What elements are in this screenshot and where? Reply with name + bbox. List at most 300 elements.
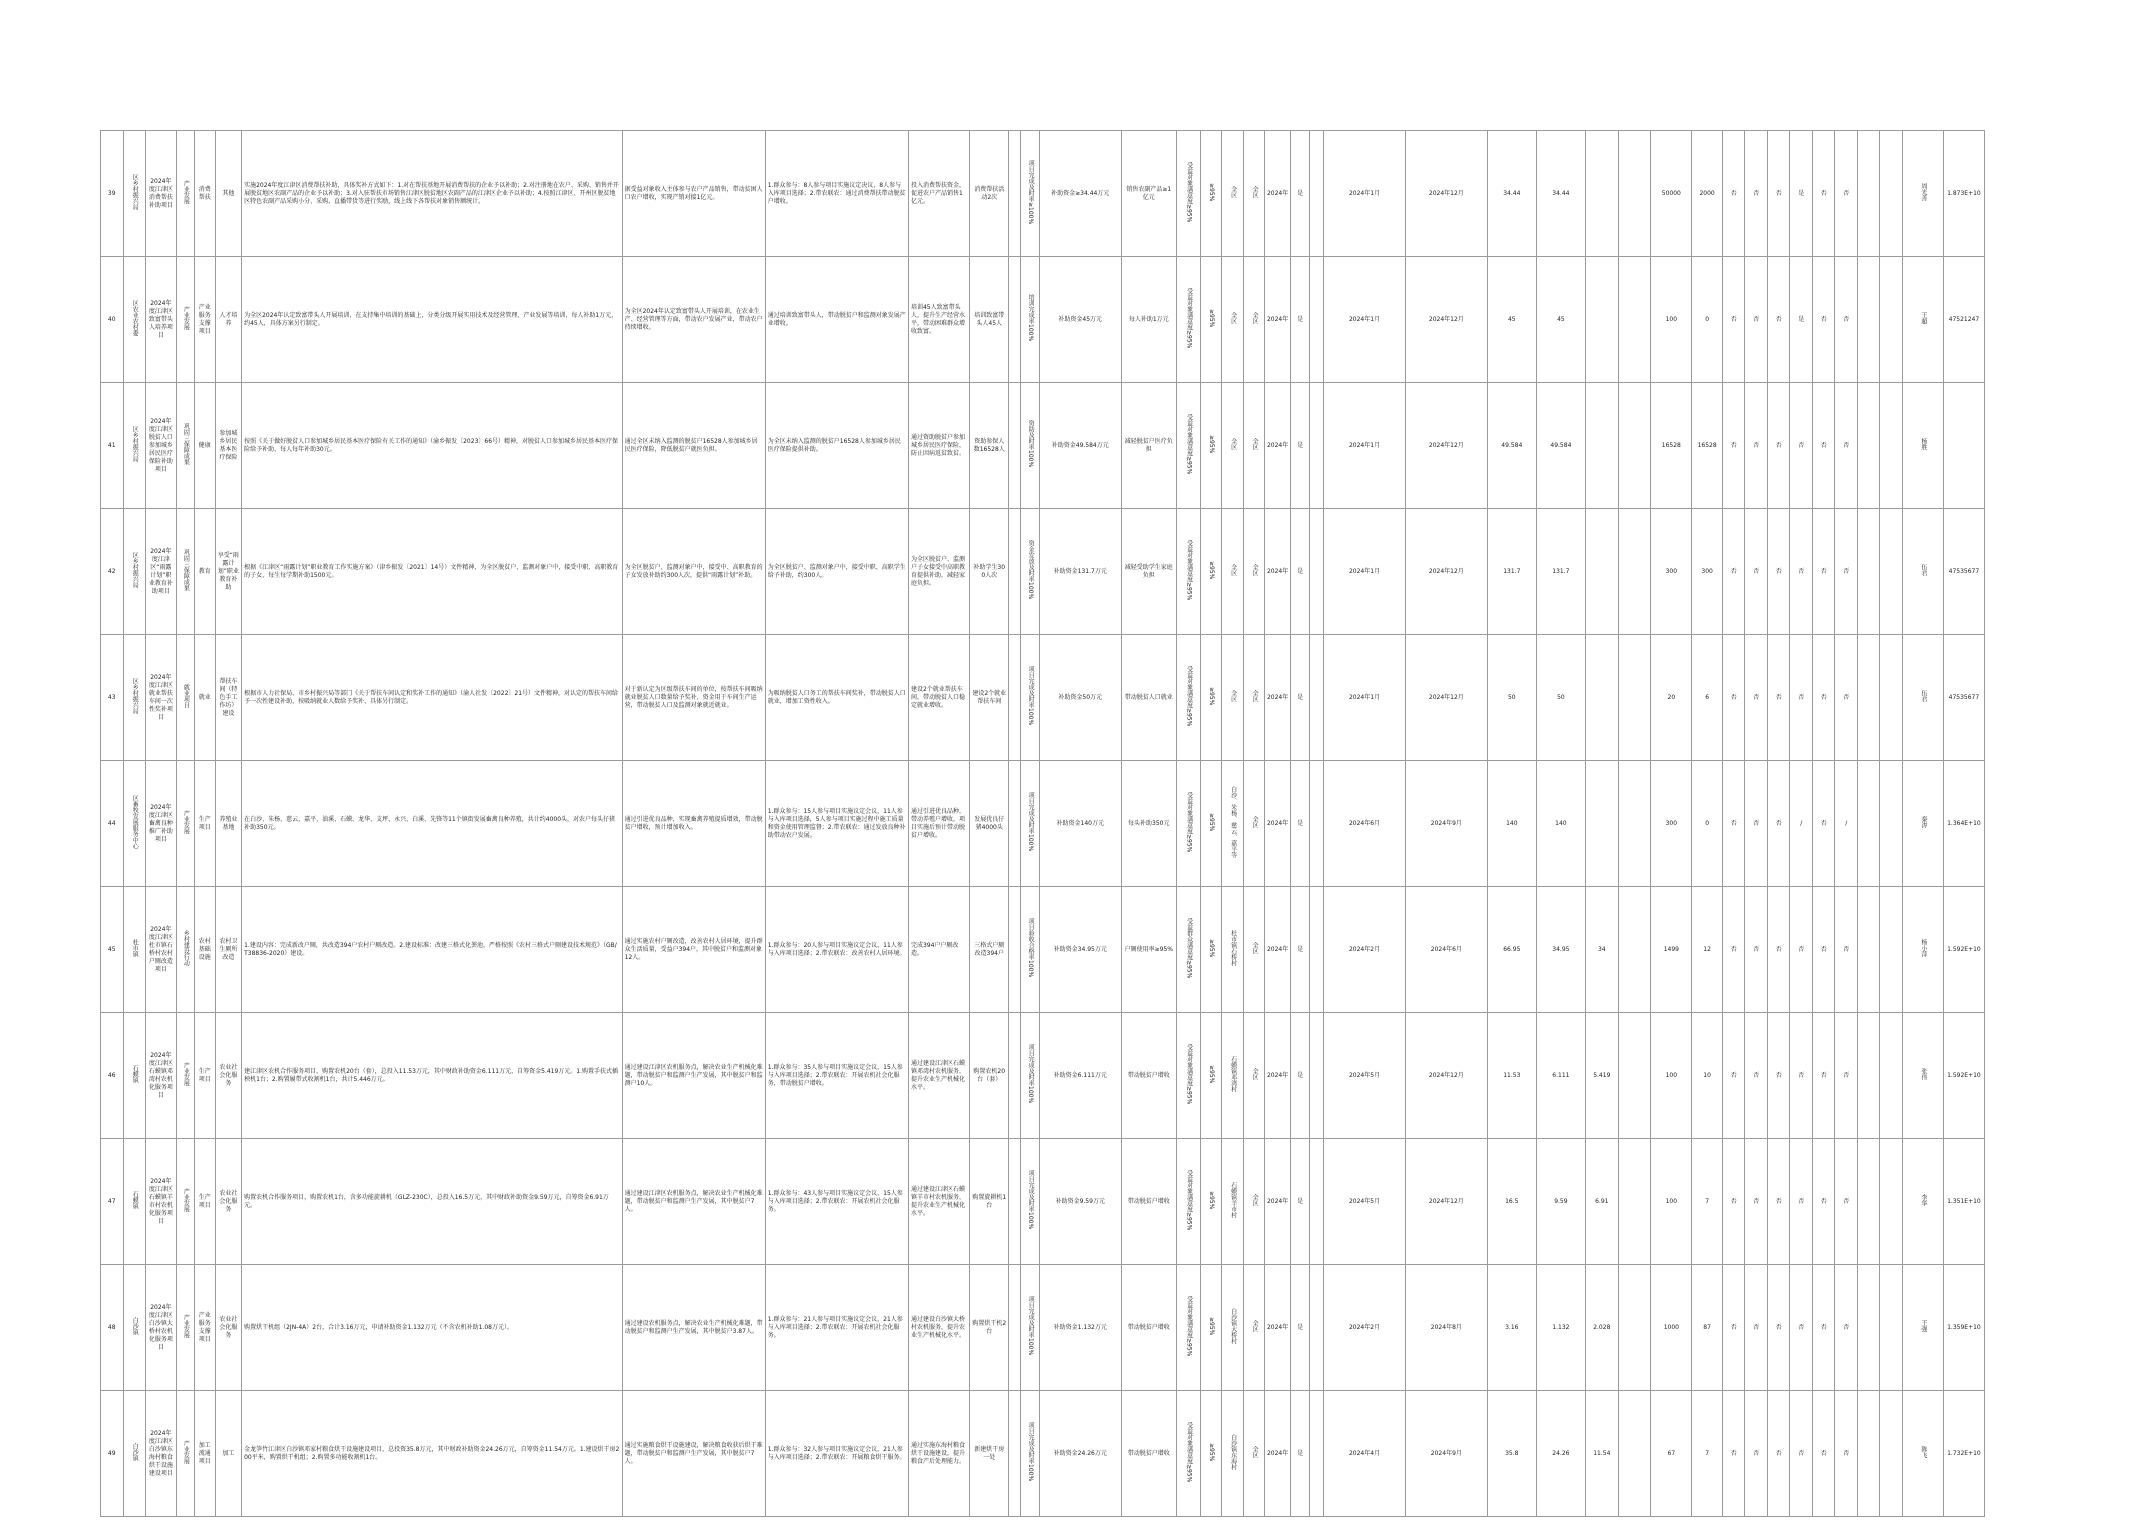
- mechanism-cell: 1.群众参与：21人参与项目实施议定会议，21人参与入库项目选择；2.带农联农：开展农机社会化服务。: [765, 1265, 908, 1391]
- flag-cell: /: [1835, 761, 1858, 887]
- flag-cell: 否: [1767, 1391, 1790, 1517]
- project-name-cell: 2024年度江津区脱贫人口参加城乡居民医疗保险补助项目: [146, 383, 177, 509]
- indicator-quantity-cell: 补助学生300人次: [970, 509, 1009, 635]
- output-cell: 通过建设白沙镇大桥村农机服务，提升农业生产机械化水平。: [908, 1265, 969, 1391]
- total-investment-cell: 34.44: [1487, 131, 1536, 257]
- flag-cell: 否: [1790, 887, 1813, 1013]
- indicator-quantity-cell: 新建烘干房一处: [970, 1391, 1009, 1517]
- kind-cell: 帮扶车间（特色手工作坊）建设: [215, 635, 242, 761]
- output-cell: 培训45人致富带头人，提升生产经营水平，带动困难群众增收致富。: [908, 257, 969, 383]
- project-type-cell: 产业发展: [176, 1265, 194, 1391]
- end-date-cell: 2024年8月: [1405, 1265, 1487, 1391]
- total-investment-cell: 35.8: [1487, 1391, 1536, 1517]
- subtype-cell: 产业服务支撑项目: [195, 257, 215, 383]
- indicator-cost-cell: 补助资金≥34.44万元: [1039, 131, 1121, 257]
- flag-cell: 否: [1812, 1013, 1835, 1139]
- kind-cell: 农村卫生厕所改造: [215, 887, 242, 1013]
- row-number-cell: 47: [101, 1139, 124, 1265]
- indicator-quantity-cell: 资助参保人数16528人: [970, 383, 1009, 509]
- indicator-benefit-cell: 减轻受助学生家庭负担: [1121, 509, 1176, 635]
- blank-cell: [1618, 1391, 1651, 1517]
- unit-cell: 区农业农村委: [123, 257, 146, 383]
- output-cell: 通过引进优良品种，带动养殖户增收，项目实施后预计带动脱贫户增收。: [908, 761, 969, 887]
- satisfaction-cell: 受益对象满意度≥95%: [1176, 1013, 1201, 1139]
- indicator-timeliness-cell: 培训完成率100%: [1021, 257, 1039, 383]
- blank-cell: [1880, 761, 1903, 887]
- blank-cell: [1309, 383, 1323, 509]
- satisfaction-rate-cell: ≥95%: [1201, 635, 1221, 761]
- content-cell: 根据《江津区“雨露计划”职业教育工作实施方案》（津乡振发〔2021〕14号）文件精神，为全区脱贫户、监测对象户中，接受中职、高职教育的子女，每生每学期补助1500元。: [242, 509, 622, 635]
- indicator-quantity-cell: 购置烘干机2台: [970, 1265, 1009, 1391]
- flag-cell: 否: [1790, 1391, 1813, 1517]
- start-date-cell: 2024年2月: [1324, 1265, 1406, 1391]
- fiscal-funds-cell: 34.44: [1536, 131, 1585, 257]
- fiscal-funds-cell: 140: [1536, 761, 1585, 887]
- flag-cell: 否: [1745, 1265, 1768, 1391]
- blank-cell: [1857, 1139, 1880, 1265]
- flag-cell: 否: [1812, 1265, 1835, 1391]
- blank-cell: [1309, 509, 1323, 635]
- indicator-quantity-cell: 消费帮扶活动2次: [970, 131, 1009, 257]
- blank-cell: [1309, 1265, 1323, 1391]
- phone-cell: 47521247: [1943, 257, 1984, 383]
- total-investment-cell: 131.7: [1487, 509, 1536, 635]
- indicator-timeliness-cell: 项目完成及时率100%: [1021, 1013, 1039, 1139]
- year-cell: 2024年: [1264, 1139, 1291, 1265]
- project-type-cell: 产业发展: [176, 257, 194, 383]
- kind-cell: 养殖业基地: [215, 761, 242, 887]
- flag-cell: 是: [1790, 131, 1813, 257]
- row-number-cell: 42: [101, 509, 124, 635]
- table-row: [101, 257, 1985, 383]
- flag-cell: 否: [1745, 761, 1768, 887]
- blank-cell: [1880, 509, 1903, 635]
- indicator-quantity-cell: 发展优良仔猪4000头: [970, 761, 1009, 887]
- other-funds-cell: [1585, 509, 1618, 635]
- row-number-cell: 39: [101, 131, 124, 257]
- project-type-cell: 产业发展: [176, 1139, 194, 1265]
- benefit-cell: 据受益对象收入主体参与农户产品销售，带动贫困人口农户增收，实现产销对接1亿元。: [622, 131, 765, 257]
- location-cell: 石蟆镇羊市村: [1221, 1139, 1244, 1265]
- flag-cell: 否: [1835, 635, 1858, 761]
- project-name-cell: 2024年度江津区就业帮扶车间一次性奖补项目: [146, 635, 177, 761]
- contact-cell: 张伟: [1902, 1013, 1943, 1139]
- area-cell: 全区: [1244, 635, 1264, 761]
- indicator-cost-cell: 补助资金50万元: [1039, 635, 1121, 761]
- year-cell: 2024年: [1264, 1391, 1291, 1517]
- subtype-cell: 生产项目: [195, 1013, 215, 1139]
- indicator-benefit-cell: 每头补助350元: [1121, 761, 1176, 887]
- total-investment-cell: 49.584: [1487, 383, 1536, 509]
- fiscal-funds-cell: 49.584: [1536, 383, 1585, 509]
- location-cell: 全区: [1221, 383, 1244, 509]
- indicator-cost-cell: 补助资金6.111万元: [1039, 1013, 1121, 1139]
- area-cell: 全区: [1244, 887, 1264, 1013]
- beneficiary-households-cell: 50000: [1651, 131, 1692, 257]
- phone-cell: 1.364E+10: [1943, 761, 1984, 887]
- blank-cell: [1009, 887, 1021, 1013]
- project-name-cell: 2024年度江津区致富带头人培养项目: [146, 257, 177, 383]
- other-funds-cell: 11.54: [1585, 1391, 1618, 1517]
- satisfaction-cell: 受益对象满意度≥95%: [1176, 257, 1201, 383]
- fiscal-funds-cell: 24.26: [1536, 1391, 1585, 1517]
- flag-cell: 否: [1745, 1013, 1768, 1139]
- other-funds-cell: 34: [1585, 887, 1618, 1013]
- mechanism-cell: 为全区未纳入监测的脱贫户16528人参加城乡居民医疗保险提供补助。: [765, 383, 908, 509]
- beneficiary-people-cell: 16528: [1692, 383, 1723, 509]
- project-name-cell: 2024年度江津区消费帮扶补助项目: [146, 131, 177, 257]
- table-row: [101, 887, 1985, 1013]
- mechanism-cell: 1.群众参与：8人参与项目实施议定决议，8人参与入库项目选择；2.带农联农：通过消费帮扶带动脱贫户增收。: [765, 131, 908, 257]
- blank-cell: [1309, 635, 1323, 761]
- new-project-cell: 是: [1291, 257, 1309, 383]
- blank-cell: [1618, 761, 1651, 887]
- row-number-cell: 44: [101, 761, 124, 887]
- flag-cell: 否: [1835, 383, 1858, 509]
- blank-cell: [1857, 131, 1880, 257]
- other-funds-cell: [1585, 761, 1618, 887]
- other-funds-cell: 5.419: [1585, 1013, 1618, 1139]
- other-funds-cell: [1585, 257, 1618, 383]
- flag-cell: 否: [1722, 635, 1745, 761]
- year-cell: 2024年: [1264, 635, 1291, 761]
- location-cell: 全区: [1221, 257, 1244, 383]
- contact-cell: 伍君: [1902, 635, 1943, 761]
- project-name-cell: 2024年度江津区“雨露计划”职业教育补助项目: [146, 509, 177, 635]
- satisfaction-rate-cell: ≥95%: [1201, 383, 1221, 509]
- contact-cell: 王强: [1902, 1265, 1943, 1391]
- start-date-cell: 2024年1月: [1324, 383, 1406, 509]
- flag-cell: 否: [1745, 1391, 1768, 1517]
- area-cell: 全区: [1244, 1391, 1264, 1517]
- indicator-benefit-cell: 户厕使用率≥95%: [1121, 887, 1176, 1013]
- end-date-cell: 2024年12月: [1405, 383, 1487, 509]
- flag-cell: 否: [1722, 1139, 1745, 1265]
- subtype-cell: 生产项目: [195, 1139, 215, 1265]
- blank-cell: [1009, 1013, 1021, 1139]
- indicator-benefit-cell: 带动脱贫户增收: [1121, 1013, 1176, 1139]
- output-cell: 通过实施东海村粮食烘干设施建设，提升粮食产后处理能力。: [908, 1391, 969, 1517]
- indicator-benefit-cell: 减轻脱贫户医疗负担: [1121, 383, 1176, 509]
- flag-cell: 否: [1722, 887, 1745, 1013]
- blank-cell: [1309, 887, 1323, 1013]
- row-number-cell: 41: [101, 383, 124, 509]
- new-project-cell: 是: [1291, 1265, 1309, 1391]
- indicator-quantity-cell: 建设2个就业帮扶车间: [970, 635, 1009, 761]
- flag-cell: 否: [1835, 887, 1858, 1013]
- project-name-cell: 2024年度江津区石蟆镇羊市村农机化服务项目: [146, 1139, 177, 1265]
- year-cell: 2024年: [1264, 887, 1291, 1013]
- flag-cell: 否: [1767, 131, 1790, 257]
- row-number-cell: 45: [101, 887, 124, 1013]
- mechanism-cell: 1.群众参与：20人参与项目实施议定会议，11人参与入库项目选择；2.带农联农：改善农村人居环境。: [765, 887, 908, 1013]
- mechanism-cell: 1.群众参与：35人参与项目实施议定会议，15人参与入库项目选择；2.带农联农：开展农机社会化服务，带动脱贫户增收。: [765, 1013, 908, 1139]
- flag-cell: 否: [1835, 1013, 1858, 1139]
- contact-cell: 杨小萍: [1902, 887, 1943, 1013]
- phone-cell: 1.351E+10: [1943, 1139, 1984, 1265]
- content-cell: 按照《关于做好脱贫人口参加城乡居民基本医疗保险有关工作的通知》（渝乡振发〔2023〕66号）精神，对脱贫人口参加城乡居民基本医疗保险给予补助，每人每年补助30元。: [242, 383, 622, 509]
- satisfaction-rate-cell: ≥95%: [1201, 887, 1221, 1013]
- blank-cell: [1618, 509, 1651, 635]
- end-date-cell: 2024年12月: [1405, 257, 1487, 383]
- beneficiary-households-cell: 300: [1651, 509, 1692, 635]
- beneficiary-people-cell: 2000: [1692, 131, 1723, 257]
- table-row: [101, 1013, 1985, 1139]
- kind-cell: 享受“雨露计划”职业教育补助: [215, 509, 242, 635]
- new-project-cell: 是: [1291, 887, 1309, 1013]
- project-type-cell: 巩固三保障成果: [176, 383, 194, 509]
- beneficiary-households-cell: 16528: [1651, 383, 1692, 509]
- project-type-cell: 巩固三保障成果: [176, 509, 194, 635]
- flag-cell: 否: [1790, 1013, 1813, 1139]
- flag-cell: 否: [1722, 1013, 1745, 1139]
- flag-cell: 否: [1812, 887, 1835, 1013]
- new-project-cell: 是: [1291, 509, 1309, 635]
- flag-cell: 否: [1745, 1139, 1768, 1265]
- flag-cell: 否: [1745, 887, 1768, 1013]
- indicator-cost-cell: 补助资金140万元: [1039, 761, 1121, 887]
- flag-cell: 否: [1835, 1391, 1858, 1517]
- table-row: [101, 1265, 1985, 1391]
- beneficiary-households-cell: 20: [1651, 635, 1692, 761]
- indicator-cost-cell: 补助资金1.132万元: [1039, 1265, 1121, 1391]
- fiscal-funds-cell: 34.95: [1536, 887, 1585, 1013]
- kind-cell: 人才培养: [215, 257, 242, 383]
- blank-cell: [1009, 1265, 1021, 1391]
- flag-cell: /: [1790, 761, 1813, 887]
- blank-cell: [1880, 635, 1903, 761]
- flag-cell: 否: [1767, 635, 1790, 761]
- flag-cell: 否: [1790, 1265, 1813, 1391]
- fiscal-funds-cell: 50: [1536, 635, 1585, 761]
- beneficiary-people-cell: 0: [1692, 257, 1723, 383]
- indicator-benefit-cell: 带动脱贫户增收: [1121, 1265, 1176, 1391]
- phone-cell: 47535677: [1943, 509, 1984, 635]
- flag-cell: 否: [1745, 383, 1768, 509]
- indicator-timeliness-cell: 项目完成及时率100%: [1021, 761, 1039, 887]
- location-cell: 杜市镇石桥村: [1221, 887, 1244, 1013]
- location-cell: 全区: [1221, 635, 1244, 761]
- indicator-cost-cell: 补助资金49.584万元: [1039, 383, 1121, 509]
- content-cell: 为全区2024年认定致富带头人开展培训，在支持集中培训的基础上，分类分级开展实用技术及经营管理、产业发展等培训，每人补助1万元，约45人，具体方案另行制定。: [242, 257, 622, 383]
- year-cell: 2024年: [1264, 383, 1291, 509]
- kind-cell: 农业社会化服务: [215, 1013, 242, 1139]
- blank-cell: [1009, 131, 1021, 257]
- end-date-cell: 2024年12月: [1405, 1139, 1487, 1265]
- content-cell: 购置农机合作服务项目，购置农机1台，含多功能旋耕机（GLZ-230C），总投入16.5万元，其中财政补助资金9.59万元，自筹资金6.91万元。: [242, 1139, 622, 1265]
- location-cell: 白沙镇东海村: [1221, 1391, 1244, 1517]
- area-cell: 全区: [1244, 509, 1264, 635]
- flag-cell: 否: [1767, 383, 1790, 509]
- phone-cell: 1.732E+10: [1943, 1391, 1984, 1517]
- benefit-cell: 通过建设江津区农机服务点，解决农业生产机械化难题，带动脱贫户和监测户生产发展，其中脱贫户和监测户10人。: [622, 1013, 765, 1139]
- indicator-timeliness-cell: 资助及时率100%: [1021, 383, 1039, 509]
- blank-cell: [1009, 1139, 1021, 1265]
- blank-cell: [1009, 383, 1021, 509]
- end-date-cell: 2024年12月: [1405, 635, 1487, 761]
- blank-cell: [1009, 761, 1021, 887]
- new-project-cell: 是: [1291, 1139, 1309, 1265]
- start-date-cell: 2024年1月: [1324, 131, 1406, 257]
- fiscal-funds-cell: 1.132: [1536, 1265, 1585, 1391]
- location-cell: 白沙镇大桥村: [1221, 1265, 1244, 1391]
- output-cell: 投入消费帮扶资金，促进农户产品销售1亿元。: [908, 131, 969, 257]
- kind-cell: 参加城乡居民基本医疗保险: [215, 383, 242, 509]
- start-date-cell: 2024年1月: [1324, 635, 1406, 761]
- other-funds-cell: [1585, 635, 1618, 761]
- beneficiary-households-cell: 300: [1651, 761, 1692, 887]
- other-funds-cell: [1585, 131, 1618, 257]
- beneficiary-households-cell: 67: [1651, 1391, 1692, 1517]
- flag-cell: 否: [1722, 761, 1745, 887]
- start-date-cell: 2024年1月: [1324, 257, 1406, 383]
- indicator-cost-cell: 补助资金131.7万元: [1039, 509, 1121, 635]
- unit-cell: 石蟆镇: [123, 1013, 146, 1139]
- flag-cell: 否: [1812, 1391, 1835, 1517]
- benefit-cell: 通过实施粮食烘干设施建设，解决粮食收获后烘干难题，带动脱贫户和监测户生产发展，其中脱贫户7人。: [622, 1391, 765, 1517]
- indicator-cost-cell: 补助资金45万元: [1039, 257, 1121, 383]
- new-project-cell: 是: [1291, 131, 1309, 257]
- beneficiary-households-cell: 100: [1651, 1013, 1692, 1139]
- indicator-quantity-cell: 购置农机20台（套）: [970, 1013, 1009, 1139]
- benefit-cell: 通过建设江津区农机服务点，解决农业生产机械化难题，带动脱贫户和监测户生产发展，其中脱贫户7人。: [622, 1139, 765, 1265]
- kind-cell: 其他: [215, 131, 242, 257]
- project-table: [100, 130, 1985, 1517]
- subtype-cell: 就业: [195, 635, 215, 761]
- start-date-cell: 2024年2月: [1324, 887, 1406, 1013]
- end-date-cell: 2024年12月: [1405, 509, 1487, 635]
- project-name-cell: 2024年度江津区白沙镇大桥村农机化服务项目: [146, 1265, 177, 1391]
- indicator-cost-cell: 补助资金9.59万元: [1039, 1139, 1121, 1265]
- content-cell: 1.建设内容：完成新改户厕，共改造394户农村户厕改造。2.建设标准：改建三格式化粪池，严格按照《农村三格式户厕建设技术规范》（GB/T38836-2020）建设。: [242, 887, 622, 1013]
- flag-cell: 否: [1767, 887, 1790, 1013]
- project-name-cell: 2024年度江津区杜市镇石桥村农村户厕改造项目: [146, 887, 177, 1013]
- total-investment-cell: 50: [1487, 635, 1536, 761]
- flag-cell: 否: [1722, 509, 1745, 635]
- blank-cell: [1309, 1391, 1323, 1517]
- beneficiary-people-cell: 10: [1692, 1013, 1723, 1139]
- blank-cell: [1009, 257, 1021, 383]
- contact-cell: 李华: [1902, 1139, 1943, 1265]
- area-cell: 全区: [1244, 131, 1264, 257]
- new-project-cell: 是: [1291, 1391, 1309, 1517]
- beneficiary-households-cell: 1000: [1651, 1265, 1692, 1391]
- blank-cell: [1857, 383, 1880, 509]
- blank-cell: [1857, 1391, 1880, 1517]
- location-cell: 石蟆镇邓湾村: [1221, 1013, 1244, 1139]
- row-number-cell: 46: [101, 1013, 124, 1139]
- satisfaction-cell: 受益对象满意度≥95%: [1176, 1391, 1201, 1517]
- satisfaction-cell: 受益对象满意度≥95%: [1176, 383, 1201, 509]
- content-cell: 在白沙、朱杨、慈云、嘉平、油溪、石蟆、龙华、支坪、永兴、白溪、先锋等11个镇街发展畜禽良种养殖，共计约4000头，对农户每头仔猪补助350元。: [242, 761, 622, 887]
- unit-cell: 区乡村振兴局: [123, 131, 146, 257]
- unit-cell: 杜市镇: [123, 887, 146, 1013]
- output-cell: 建设2个就业帮扶车间，带动脱贫人口稳定就业增收。: [908, 635, 969, 761]
- indicator-benefit-cell: 销售农副产品≥1亿元: [1121, 131, 1176, 257]
- area-cell: 全区: [1244, 1139, 1264, 1265]
- blank-cell: [1880, 1139, 1903, 1265]
- unit-cell: 区畜牧发展服务中心: [123, 761, 146, 887]
- blank-cell: [1857, 257, 1880, 383]
- flag-cell: 否: [1812, 383, 1835, 509]
- beneficiary-people-cell: 0: [1692, 761, 1723, 887]
- indicator-timeliness-cell: 项目完成及时率100%: [1021, 1391, 1039, 1517]
- blank-cell: [1880, 887, 1903, 1013]
- benefit-cell: 通过引进优良品种，实现畜禽养殖提质增效，带动脱贫户增收，预计增加收入。: [622, 761, 765, 887]
- indicator-timeliness-cell: 项目完成及时率100%: [1021, 1139, 1039, 1265]
- satisfaction-cell: 受益对象满意度≥95%: [1176, 635, 1201, 761]
- flag-cell: 否: [1767, 509, 1790, 635]
- phone-cell: [1943, 383, 1984, 509]
- contact-cell: 周光善: [1902, 131, 1943, 257]
- year-cell: 2024年: [1264, 761, 1291, 887]
- flag-cell: 否: [1790, 1139, 1813, 1265]
- indicator-cost-cell: 补助资金24.26万元: [1039, 1391, 1121, 1517]
- satisfaction-rate-cell: ≥95%: [1201, 1139, 1221, 1265]
- flag-cell: 是: [1790, 257, 1813, 383]
- area-cell: 全区: [1244, 1013, 1264, 1139]
- blank-cell: [1857, 1265, 1880, 1391]
- unit-cell: 区乡村振兴局: [123, 383, 146, 509]
- project-type-cell: 产业发展: [176, 131, 194, 257]
- row-number-cell: 40: [101, 257, 124, 383]
- row-number-cell: 43: [101, 635, 124, 761]
- mechanism-cell: 1.群众参与：32人参与项目实施议定会议，21人参与入库项目选择；2.带农联农：开展粮食烘干服务。: [765, 1391, 908, 1517]
- satisfaction-cell: 受益对象满意度≥95%: [1176, 1265, 1201, 1391]
- blank-cell: [1618, 1139, 1651, 1265]
- other-funds-cell: 2.028: [1585, 1265, 1618, 1391]
- flag-cell: 否: [1812, 761, 1835, 887]
- flag-cell: 否: [1790, 635, 1813, 761]
- satisfaction-rate-cell: ≥95%: [1201, 1391, 1221, 1517]
- location-cell: 全区: [1221, 131, 1244, 257]
- blank-cell: [1880, 257, 1903, 383]
- phone-cell: 47535677: [1943, 635, 1984, 761]
- total-investment-cell: 16.5: [1487, 1139, 1536, 1265]
- blank-cell: [1857, 761, 1880, 887]
- table-row: [101, 383, 1985, 509]
- year-cell: 2024年: [1264, 1013, 1291, 1139]
- area-cell: 全区: [1244, 1265, 1264, 1391]
- beneficiary-people-cell: 12: [1692, 887, 1723, 1013]
- blank-cell: [1309, 131, 1323, 257]
- fiscal-funds-cell: 6.111: [1536, 1013, 1585, 1139]
- table-row: [101, 509, 1985, 635]
- benefit-cell: 通过实施农村户厕改造，改善农村人居环境，提升群众生活质量，受益户394户，其中脱贫户和监测对象12人。: [622, 887, 765, 1013]
- blank-cell: [1880, 1265, 1903, 1391]
- fiscal-funds-cell: 45: [1536, 257, 1585, 383]
- mechanism-cell: 为全区脱贫户、监测对象户中，接受中职、高职学生给予补助，约300人。: [765, 509, 908, 635]
- beneficiary-people-cell: 7: [1692, 1391, 1723, 1517]
- start-date-cell: 2024年4月: [1324, 1391, 1406, 1517]
- kind-cell: 农业社会化服务: [215, 1265, 242, 1391]
- indicator-timeliness-cell: 项目完成及时率100%: [1021, 635, 1039, 761]
- flag-cell: 否: [1790, 509, 1813, 635]
- output-cell: 通过建设江津区石蟆镇邓湾村农机服务，提升农业生产机械化水平。: [908, 1013, 969, 1139]
- contact-cell: 伍君: [1902, 509, 1943, 635]
- flag-cell: 否: [1835, 1139, 1858, 1265]
- end-date-cell: 2024年12月: [1405, 1013, 1487, 1139]
- new-project-cell: 是: [1291, 761, 1309, 887]
- blank-cell: [1880, 383, 1903, 509]
- output-cell: 完成394户户厕改造。: [908, 887, 969, 1013]
- indicator-timeliness-cell: 项目验收合格率100%: [1021, 887, 1039, 1013]
- blank-cell: [1880, 1391, 1903, 1517]
- mechanism-cell: 1.群众参与：43人参与项目实施议定会议，15人参与入库项目选择；2.带农联农：开展农机社会化服务。: [765, 1139, 908, 1265]
- satisfaction-rate-cell: ≥95%: [1201, 1013, 1221, 1139]
- phone-cell: 1.873E+10: [1943, 131, 1984, 257]
- subtype-cell: 加工流通项目: [195, 1391, 215, 1517]
